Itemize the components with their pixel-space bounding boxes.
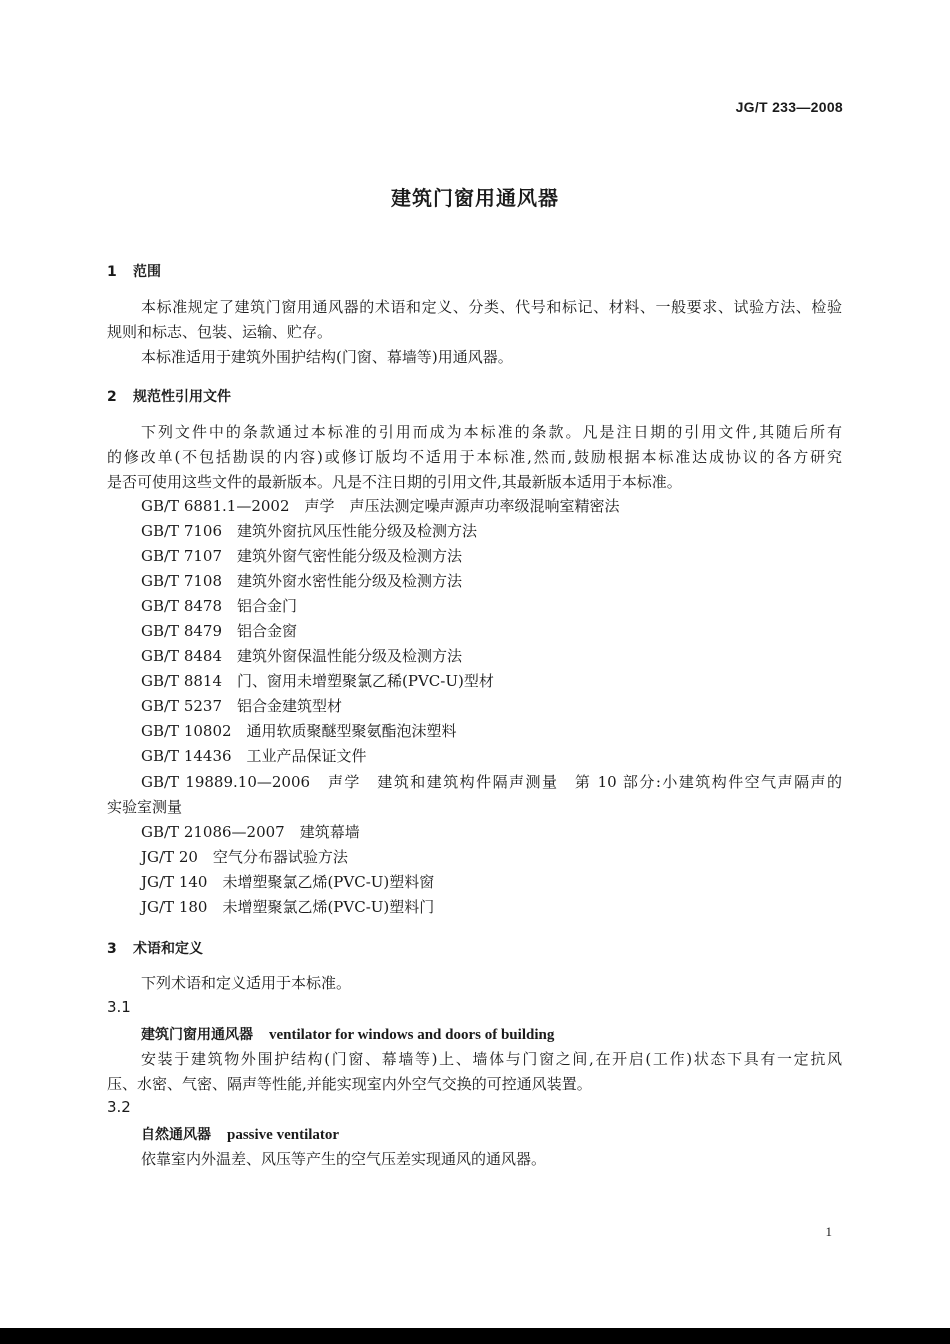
- paragraph-line: 的修改单(不包括勘误的内容)或修订版均不适用于本标准,然而,鼓励根据本标准达成协议的各方研究: [107, 448, 842, 466]
- paragraph-line: 规则和标志、包装、运输、贮存。: [107, 323, 333, 341]
- paragraph: 下列术语和定义适用于本标准。: [141, 974, 352, 992]
- section-number: 3: [107, 941, 117, 957]
- term-chinese: 自然通风器: [141, 1127, 211, 1143]
- section-3-heading: [107, 938, 203, 958]
- reference-item: GB/T 10802 通用软质聚醚型聚氨酯泡沫塑料: [141, 722, 457, 740]
- paragraph-line: 下列文件中的条款通过本标准的引用而成为本标准的条款。凡是注日期的引用文件,其随后所有: [141, 423, 842, 441]
- reference-item: JG/T 20 空气分布器试验方法: [141, 848, 348, 866]
- reference-item: GB/T 8479 铝合金窗: [141, 622, 298, 640]
- definition-line: 安装于建筑物外围护结构(门窗、幕墙等)上、墙体与门窗之间,在开启(工作)状态下具有一定抗风: [141, 1050, 842, 1068]
- term-english: passive ventilator: [227, 1127, 340, 1143]
- clause-number: 3.1: [107, 998, 131, 1016]
- reference-item: JG/T 140 未增塑聚氯乙烯(PVC-U)塑料窗: [141, 873, 435, 891]
- definition-line: 压、水密、气密、隔声等性能,并能实现室内外空气交换的可控通风装置。: [107, 1075, 592, 1093]
- reference-item: GB/T 8814 门、窗用未增塑聚氯乙稀(PVC-U)型材: [141, 672, 494, 690]
- paragraph-line: 本标准规定了建筑门窗用通风器的术语和定义、分类、代号和标记、材料、一般要求、试验方法、检验: [141, 298, 842, 316]
- reference-item: GB/T 5237 铝合金建筑型材: [141, 697, 343, 715]
- reference-item: JG/T 180 未增塑聚氯乙烯(PVC-U)塑料门: [141, 898, 435, 916]
- reference-item: GB/T 21086—2007 建筑幕墙: [141, 823, 360, 841]
- reference-item: GB/T 7106 建筑外窗抗风压性能分级及检测方法: [141, 522, 478, 540]
- section-title: 范围: [133, 264, 161, 280]
- bottom-edge-bar: [0, 1328, 950, 1344]
- reference-item: GB/T 6881.1—2002 声学 声压法测定噪声源声功率级混响室精密法: [141, 497, 620, 515]
- clause-number: 3.2: [107, 1098, 131, 1116]
- term-heading: [141, 1124, 339, 1144]
- section-number: 1: [107, 264, 117, 280]
- section-1-heading: [107, 261, 161, 281]
- paragraph: 本标准适用于建筑外围护结构(门窗、幕墙等)用通风器。: [141, 348, 513, 366]
- reference-item: GB/T 8484 建筑外窗保温性能分级及检测方法: [141, 647, 463, 665]
- section-title: 术语和定义: [133, 941, 203, 957]
- standard-number: JG/T 233—2008: [735, 99, 843, 115]
- term-english: ventilator for windows and doors of building: [269, 1027, 555, 1043]
- paragraph-line: 是否可使用这些文件的最新版本。凡是不注日期的引用文件,其最新版本适用于本标准。: [107, 473, 682, 491]
- term-chinese: 建筑门窗用通风器: [141, 1027, 253, 1043]
- reference-item: GB/T 8478 铝合金门: [141, 597, 298, 615]
- definition: 依靠室内外温差、风压等产生的空气压差实现通风的通风器。: [141, 1150, 547, 1168]
- document-title: 建筑门窗用通风器: [391, 186, 559, 210]
- reference-item: GB/T 19889.10—2006 声学 建筑和建筑构件隔声测量 第 10 部分:小建筑构件空气声隔声的: [141, 773, 842, 791]
- reference-item: GB/T 7108 建筑外窗水密性能分级及检测方法: [141, 572, 463, 590]
- section-title: 规范性引用文件: [133, 389, 231, 405]
- section-2-heading: [107, 386, 231, 406]
- section-number: 2: [107, 389, 117, 405]
- page-number: 1: [825, 1224, 832, 1239]
- term-heading: [141, 1024, 554, 1044]
- reference-item: GB/T 14436 工业产品保证文件: [141, 747, 367, 765]
- reference-item: GB/T 7107 建筑外窗气密性能分级及检测方法: [141, 547, 463, 565]
- reference-item-continued: 实验室测量: [107, 798, 183, 816]
